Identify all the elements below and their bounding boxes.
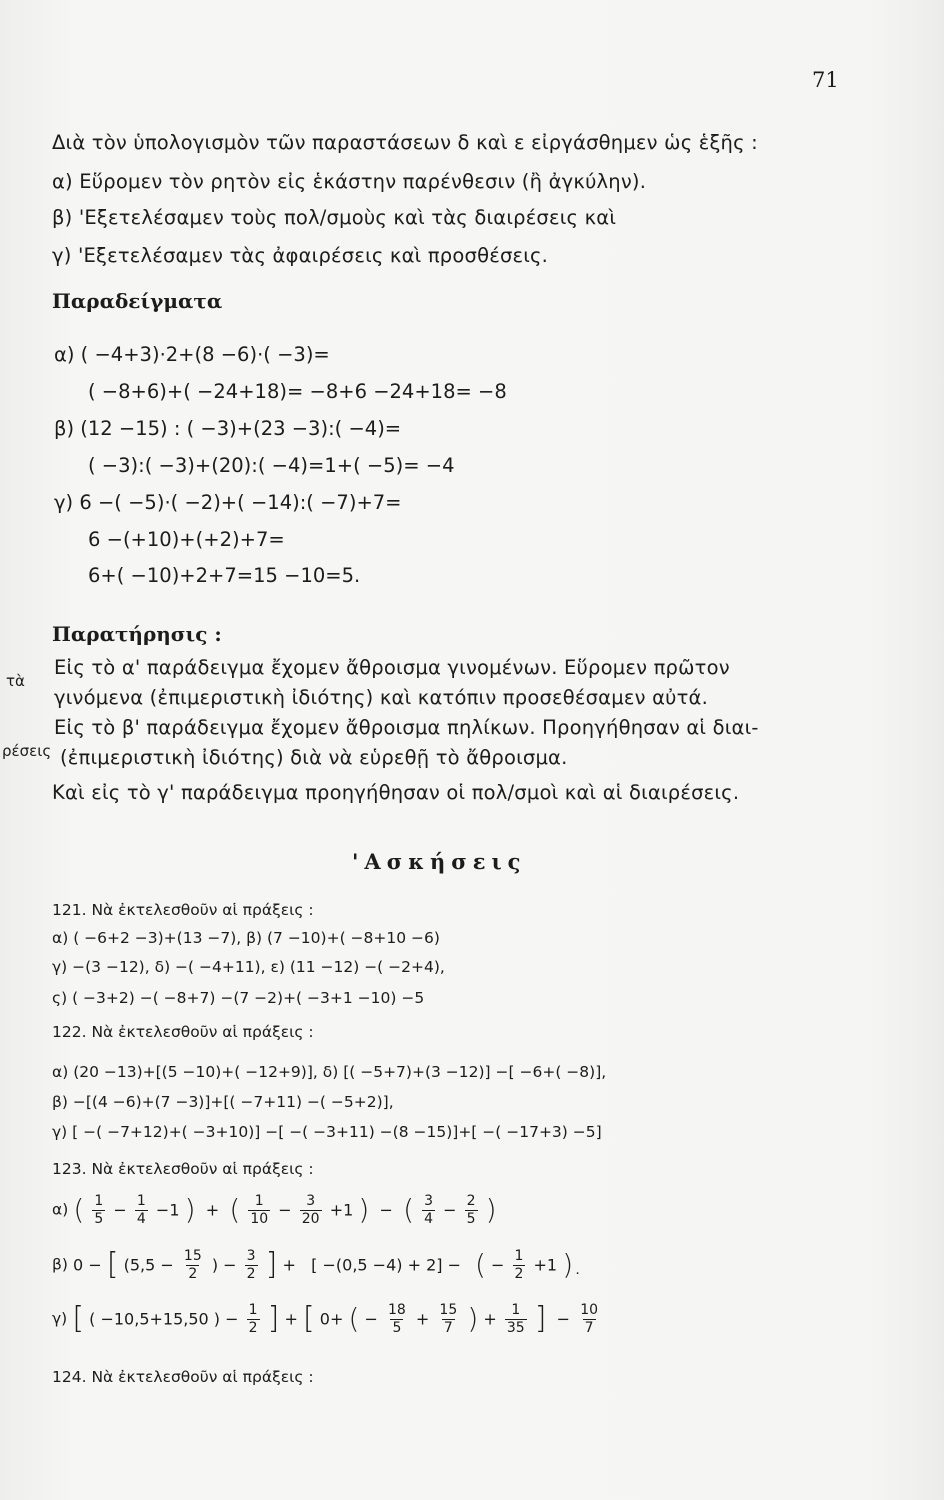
- example-c-line-3: 6+( −10)+2+7=15 −10=5.: [88, 564, 361, 587]
- exercise-122-line-3: γ) [ −( −7+12)+( −3+10)] −[ −( −3+11) −(8 −15)]+[ −( −17+3) −5]: [52, 1123, 602, 1141]
- remark-line-5: Καὶ εἰς τὸ γ' παράδειγμα προηγήθησαν οἱ πολ/σμοὶ καὶ αἱ διαιρέσεις.: [52, 781, 740, 804]
- exercise-122-line-2: β) −[(4 −6)+(7 −3)]+[( −7+11) −( −5+2)],: [52, 1093, 394, 1111]
- remark-margin-ta: τὰ: [6, 672, 25, 690]
- example-c-line-2: 6 −(+10)+(+2)+7=: [88, 528, 285, 551]
- intro-line-3: β) 'Εξετελέσαμεν τοὺς πολ/σμοὺς καὶ τὰς διαιρέσεις καὶ: [52, 206, 617, 229]
- remark-line-4: (ἐπιμεριστικὴ ἰδιότης) διὰ νὰ εὑρεθῇ τὸ ἄθροισμα.: [60, 746, 568, 769]
- exercise-122-line-1: α) (20 −13)+[(5 −10)+( −12+9)], δ) [( −5+7)+(3 −12)] −[ −6+( −8)],: [52, 1063, 607, 1081]
- label-c: γ): [52, 1309, 68, 1328]
- fraction: $\frac{1}{2}$: [514, 1248, 524, 1282]
- exercise-123-b: β) 0 − [ (5,5 − $\frac{15}{2}$ ) − $\frac{3}{2}$ ] + [ −(0,5 −4) + 2] − ( − $\frac{1}{2}$ +1 ).: [52, 1247, 583, 1283]
- remark-heading: Παρατήρησις :: [52, 622, 222, 646]
- exercise-121-line-2: γ) −(3 −12), δ) −( −4+11), ε) (11 −12) −( −2+4),: [52, 958, 445, 976]
- exercise-123-title: 123. Νὰ ἐκτελεσθοῦν αἱ πράξεις :: [52, 1160, 314, 1178]
- remark-line-2: γινόμενα (ἐπιμεριστικὴ ἰδιότης) καὶ κατόπιν προσεθέσαμεν αὐτά.: [54, 686, 709, 709]
- fraction: $\frac{1}{35}$: [506, 1302, 525, 1336]
- fraction: $\frac{3}{2}$: [246, 1248, 256, 1282]
- fraction: $\frac{15}{7}$: [439, 1302, 458, 1336]
- fraction: $\frac{1}{4}$: [136, 1193, 146, 1227]
- remark-line-3: Εἰς τὸ β' παράδειγμα ἔχομεν ἄθροισμα πηλίκων. Προηγήθησαν αἱ διαι-: [54, 716, 759, 739]
- exercise-123-a: α) ( $\frac{1}{5}$ − $\frac{1}{4}$ −1 ) + ( $\frac{1}{10}$ − $\frac{3}{20}$ +1 ) − ( $\frac{3}{4}$ − $\frac{2}{5}$ ): [52, 1193, 497, 1227]
- intro-line-2: α) Εὕρομεν τὸν ρητὸν εἰς ἑκάστην παρένθεσιν (ἢ ἀγκύλην).: [52, 170, 647, 193]
- exercise-121-title: 121. Νὰ ἐκτελεσθοῦν αἱ πράξεις :: [52, 901, 314, 919]
- fraction: $\frac{10}{7}$: [580, 1302, 599, 1336]
- remark-line-1: Εἰς τὸ α' παράδειγμα ἔχομεν ἄθροισμα γινομένων. Εὕρομεν πρῶτον: [54, 656, 730, 679]
- fraction: $\frac{15}{2}$: [183, 1248, 202, 1282]
- intro-line-4: γ) 'Εξετελέσαμεν τὰς ἀφαιρέσεις καὶ προσθέσεις.: [52, 244, 549, 267]
- exercise-123-c: γ) [ ( −10,5+15,50 ) − $\frac{1}{2}$ ] + [ 0+ ( − $\frac{18}{5}$ + $\frac{15}{7}$ ) + $\frac{1}{35}$ ] − $\frac{10}{7}$: [52, 1301, 599, 1337]
- exercises-heading: 'Ασκήσεις: [352, 849, 527, 874]
- fraction: $\frac{3}{4}$: [424, 1193, 434, 1227]
- exercise-121-line-3: ς) ( −3+2) −( −8+7) −(7 −2)+( −3+1 −10) −5: [52, 989, 425, 1007]
- fraction: $\frac{3}{20}$: [301, 1193, 320, 1227]
- page-number: 71: [812, 68, 839, 92]
- exercise-124-title: 124. Νὰ ἐκτελεσθοῦν αἱ πράξεις :: [52, 1368, 314, 1386]
- label-a: α): [52, 1200, 69, 1219]
- exercise-121-line-1: α) ( −6+2 −3)+(13 −7), β) (7 −10)+( −8+10 −6): [52, 929, 440, 947]
- exercise-122-title: 122. Νὰ ἐκτελεσθοῦν αἱ πράξεις :: [52, 1023, 314, 1041]
- fraction: $\frac{18}{5}$: [387, 1302, 406, 1336]
- example-b-line-2: ( −3):( −3)+(20):( −4)=1+( −5)= −4: [88, 454, 455, 477]
- fraction: $\frac{2}{5}$: [466, 1193, 476, 1227]
- intro-line-1: Διὰ τὸν ὑπολογισμὸν τῶν παραστάσεων δ καὶ ε εἰργάσθημεν ὡς ἑξῆς :: [52, 131, 758, 154]
- example-a-line-2: ( −8+6)+( −24+18)= −8+6 −24+18= −8: [88, 380, 507, 403]
- examples-heading: Παραδείγματα: [52, 289, 223, 313]
- remark-margin-reseis: ρέσεις: [2, 742, 52, 760]
- fraction: $\frac{1}{2}$: [248, 1302, 258, 1336]
- label-b: β): [52, 1255, 68, 1274]
- fraction: $\frac{1}{5}$: [94, 1193, 104, 1227]
- example-b-line-1: β) (12 −15) : ( −3)+(23 −3):( −4)=: [54, 417, 402, 440]
- fraction: $\frac{1}{10}$: [250, 1193, 269, 1227]
- example-a-line-1: α) ( −4+3)·2+(8 −6)·( −3)=: [54, 343, 330, 366]
- example-c-line-1: γ) 6 −( −5)·( −2)+( −14):( −7)+7=: [54, 491, 402, 514]
